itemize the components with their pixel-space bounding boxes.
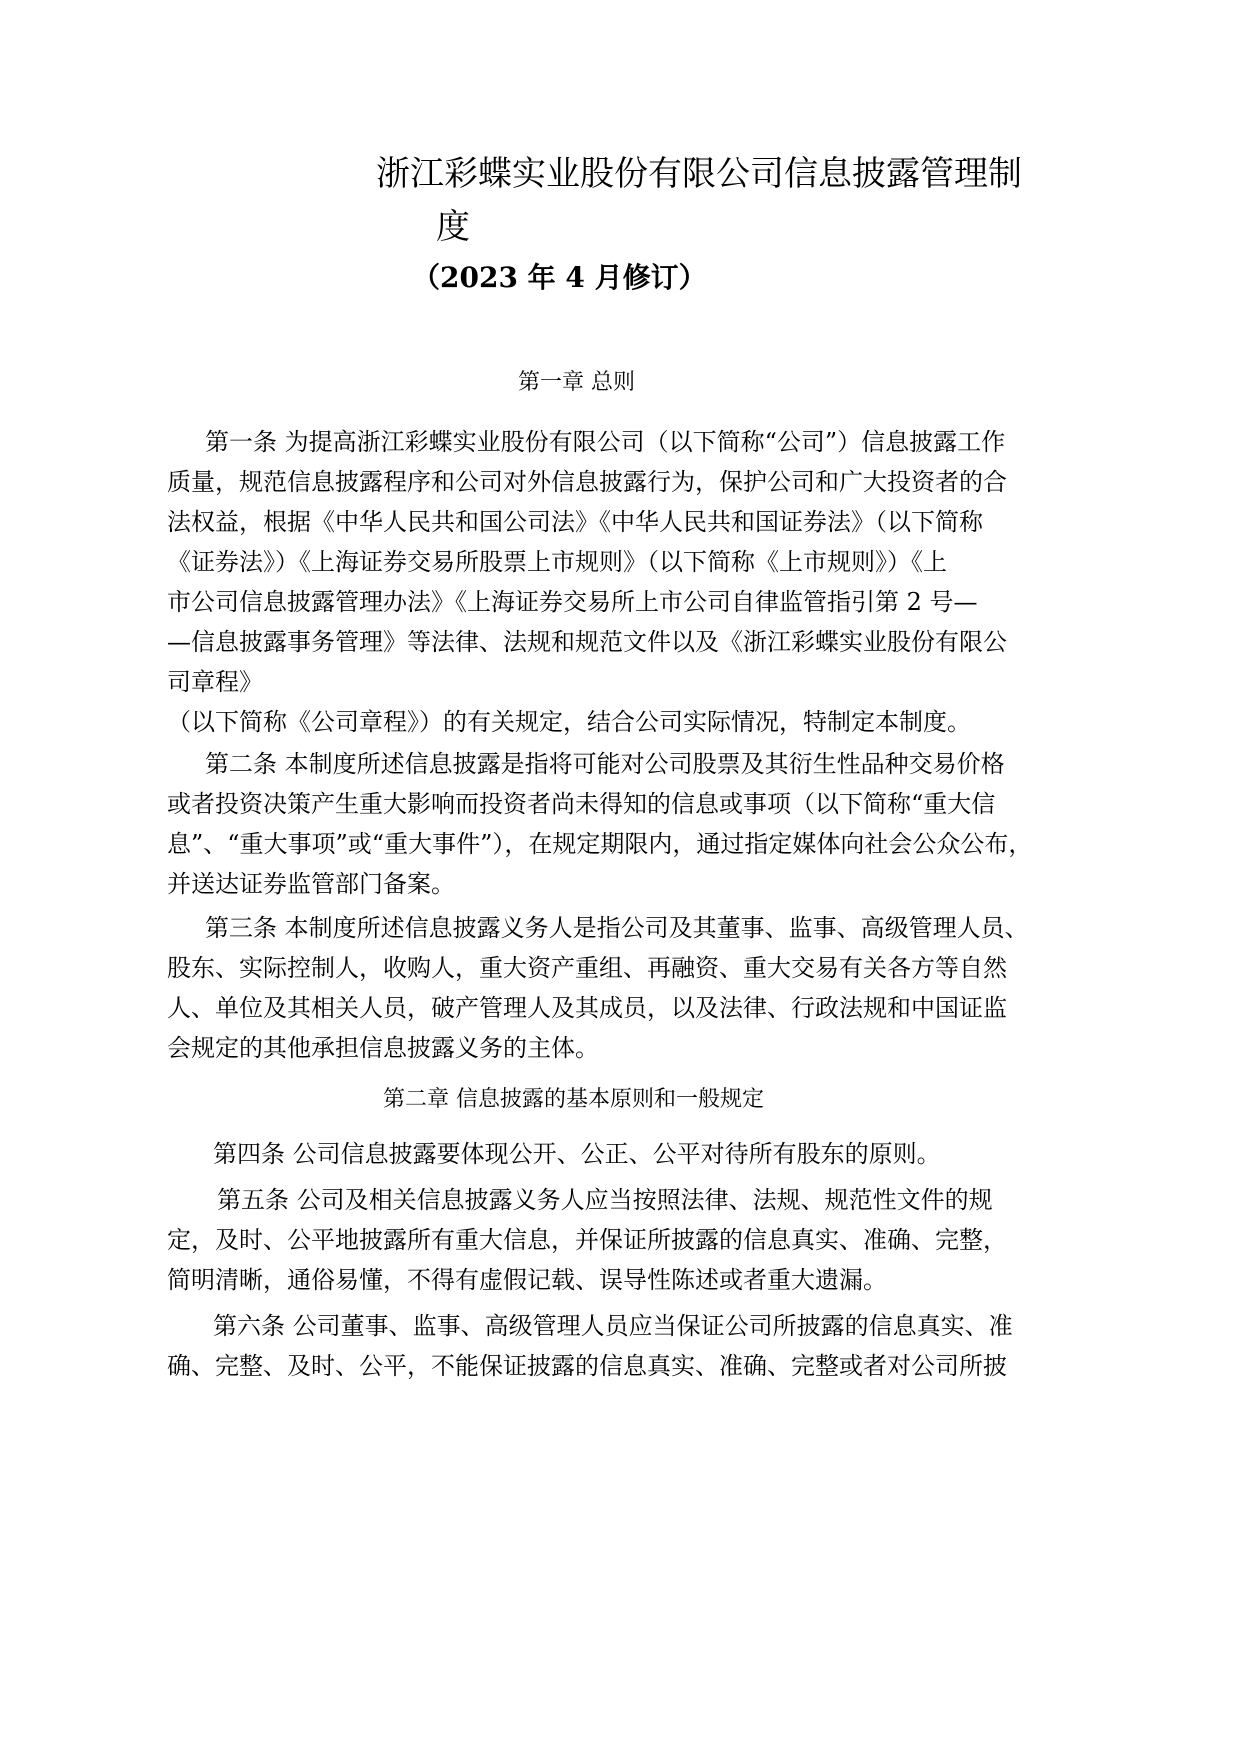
article-1-line: 第一条 为提高浙江彩蝶实业股份有限公司（以下简称“公司”）信息披露工作 [205, 428, 1006, 456]
article-1-line: 法权益，根据《中华人民共和国公司法》《中华人民共和国证券法》（以下简称 [167, 508, 983, 536]
article-3-line: 人、单位及其相关人员，破产管理人及其成员，以及法律、行政法规和中国证监 [167, 994, 1007, 1022]
article-2-line: 并送达证券监管部门备案。 [167, 870, 455, 898]
article-3-line: 第三条 本制度所述信息披露义务人是指公司及其董事、监事、高级管理人员、 [205, 914, 1029, 942]
article-1-line: —信息披露事务管理》等法律、法规和规范文件以及《浙江彩蝶实业股份有限公 [167, 628, 1007, 656]
article-5-line: 简明清晰，通俗易懂，不得有虚假记载、误导性陈述或者重大遗漏。 [167, 1266, 887, 1294]
article-1-line: 司章程》 [167, 668, 263, 696]
chapter-heading-1: 第一章 总则 [518, 370, 635, 395]
article-3-line: 会规定的其他承担信息披露义务的主体。 [167, 1034, 599, 1062]
article-6-line: 第六条 公司董事、监事、高级管理人员应当保证公司所披露的信息真实、准 [213, 1312, 1013, 1340]
document-title-line-2: 度 [436, 207, 470, 247]
article-1-line: 质量，规范信息披露程序和公司对外信息披露行为，保护公司和广大投资者的合 [167, 468, 1007, 496]
article-6-line: 确、完整、及时、公平，不能保证披露的信息真实、准确、完整或者对公司所披 [167, 1352, 1007, 1380]
revision-date: （2023 年 4 月修订） [412, 261, 707, 294]
chapter-heading-2: 第二章 信息披露的基本原则和一般规定 [383, 1087, 764, 1112]
article-2-line: 或者投资决策产生重大影响而投资者尚未得知的信息或事项（以下简称“重大信 [167, 790, 996, 818]
document-title-line-1: 浙江彩蝶实业股份有限公司信息披露管理制 [376, 154, 1022, 194]
article-4-line: 第四条 公司信息披露要体现公开、公正、公平对待所有股东的原则。 [213, 1140, 941, 1168]
article-3-line: 股东、实际控制人，收购人，重大资产重组、再融资、重大交易有关各方等自然 [167, 954, 1007, 982]
article-1-line: 市公司信息披露管理办法》《上海证券交易所上市公司自律监管指引第 2 号— [167, 588, 978, 616]
article-5-line: 定，及时、公平地披露所有重大信息，并保证所披露的信息真实、准确、完整， [167, 1226, 1007, 1254]
article-5-line: 第五条 公司及相关信息披露义务人应当按照法律、法规、规范性文件的规 [217, 1186, 993, 1214]
article-2-line: 息”、“重大事项”或“重大事件”），在规定期限内，通过指定媒体向社会公众公布， [167, 830, 1033, 858]
article-2-line: 第二条 本制度所述信息披露是指将可能对公司股票及其衍生性品种交易价格 [205, 750, 1005, 778]
article-1-line: （以下简称《公司章程》）的有关规定，结合公司实际情况，特制定本制度。 [167, 708, 971, 736]
article-1-line: 《证券法》）《上海证券交易所股票上市规则》（以下简称《上市规则》）《上 [167, 548, 947, 576]
